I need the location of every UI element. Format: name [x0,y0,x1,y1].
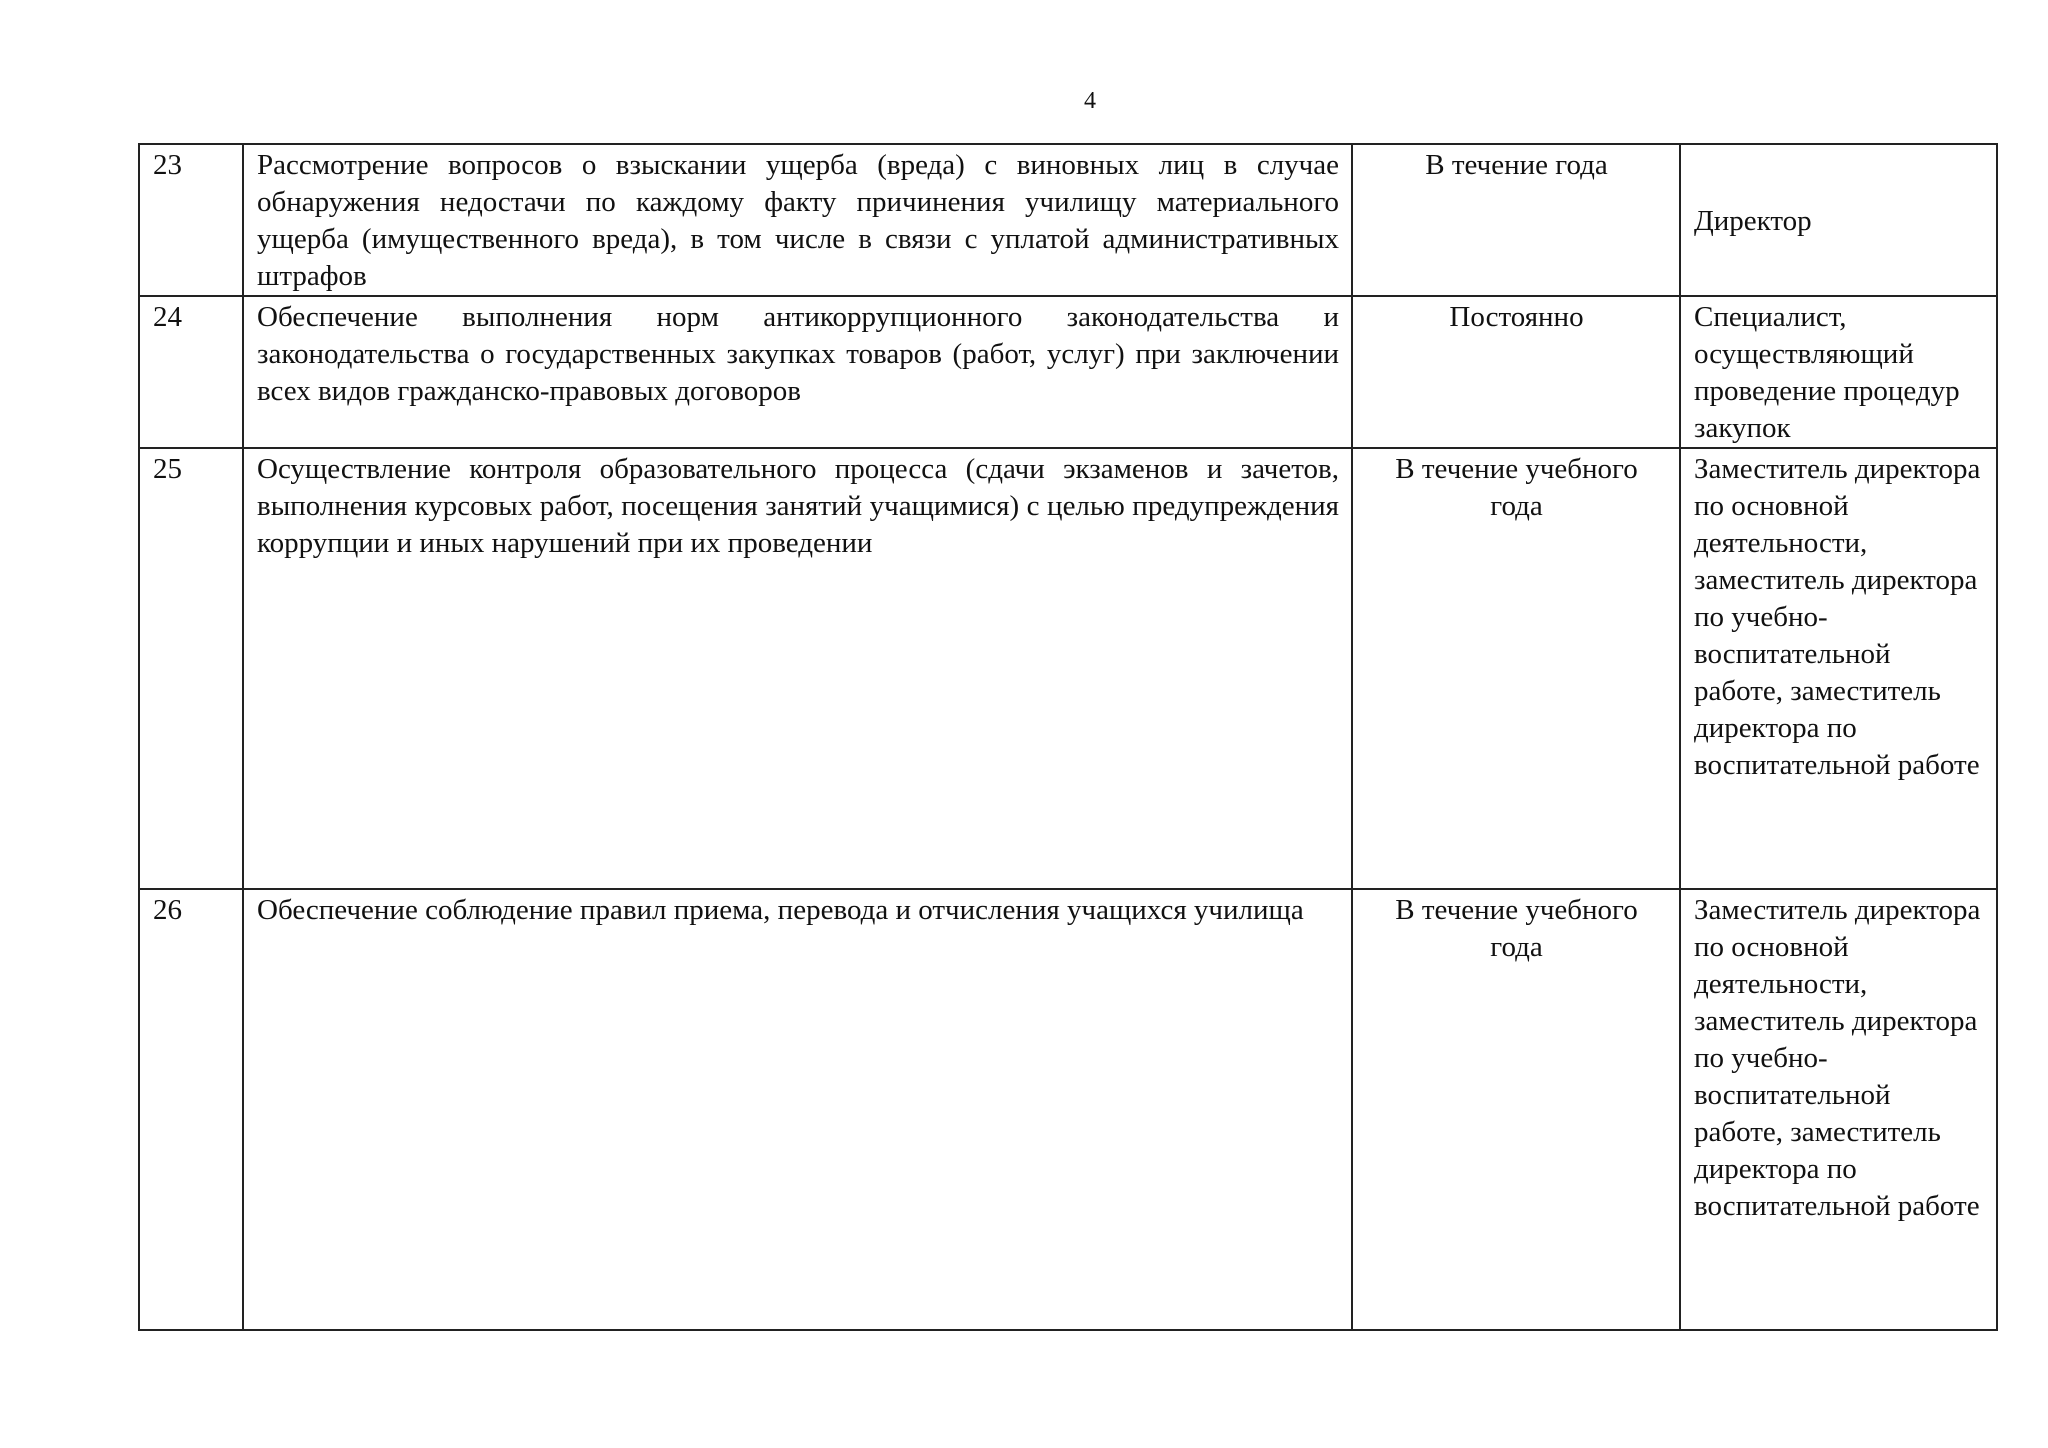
responsible-cell: Заместитель директора по основной деятельности, заместитель директора по учебно-воспитательной работе, заместитель директора по воспитательной работе [1680,448,1997,889]
measure-description: Рассмотрение вопросов о взыскании ущерба (вреда) с виновных лиц в случае обнаружения недостачи по каждому факту причинения училищу материального ущерба (имущественного вреда), в том числе в связи с уплатой административных штрафов [243,144,1352,296]
page-number: 4 [1084,88,1096,114]
deadline-cell: В течение учебного года [1352,448,1680,889]
measure-description: Обеспечение выполнения норм антикоррупционного законодательства и законодательства о государственных закупках товаров (работ, услуг) при заключении всех видов гражданско-правовых договоров [243,296,1352,448]
responsible-cell: Специалист, осуществляющий проведение процедур закупок [1680,296,1997,448]
row-number: 26 [139,889,243,1330]
table-row [139,296,1997,448]
responsible-cell: Директор [1680,144,1997,296]
deadline-cell: Постоянно [1352,296,1680,448]
row-number: 24 [139,296,243,448]
table-row [139,144,1997,296]
deadline-cell: В течение года [1352,144,1680,296]
responsible-cell: Заместитель директора по основной деятельности, заместитель директора по учебно-воспитательной работе, заместитель директора по воспитательной работе [1680,889,1997,1330]
table-row [139,889,1997,1330]
deadline-cell: В течение учебного года [1352,889,1680,1330]
measures-table [138,143,1998,1331]
measure-description: Осуществление контроля образовательного процесса (сдачи экзаменов и зачетов, выполнения курсовых работ, посещения занятий учащимися) с целью предупреждения коррупции и иных нарушений при их проведении [243,448,1352,889]
measure-description: Обеспечение соблюдение правил приема, перевода и отчисления учащихся училища [243,889,1352,1330]
table-row [139,448,1997,889]
row-number: 23 [139,144,243,296]
row-number: 25 [139,448,243,889]
